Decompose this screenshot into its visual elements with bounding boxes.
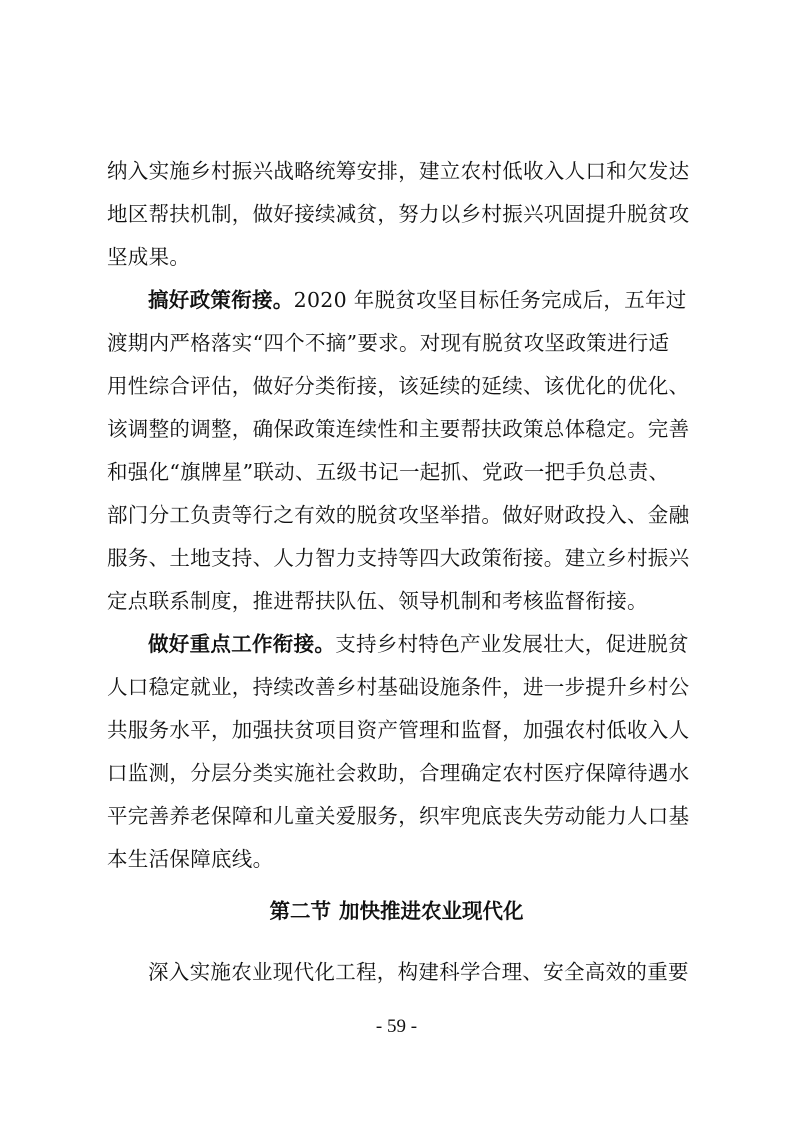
- paragraph-line: 共服务水平，加强扶贫项目资产管理和监督，加强农村低收入人: [107, 718, 690, 742]
- paragraph-line: 地区帮扶机制，做好接续减贫，努力以乡村振兴巩固提升脱贫攻: [107, 202, 690, 226]
- paragraph-line: 服务、土地支持、人力智力支持等四大政策衔接。建立乡村振兴: [107, 546, 690, 570]
- paragraph-line: 本生活保障底线。: [107, 847, 274, 871]
- section-heading: [0, 897, 793, 925]
- paragraph-text: 2020 年脱贫攻坚目标任务完成后，五年过: [293, 288, 687, 312]
- paragraph-line: 纳入实施乡村振兴战略统筹安排，建立农村低收入人口和欠发达: [107, 159, 690, 183]
- paragraph-line: 用性综合评估，做好分类衔接，该延续的延续、该优化的优化、: [107, 374, 690, 398]
- paragraph-line: 平完善养老保障和儿童关爱服务，织牢兜底丧失劳动能力人口基: [107, 804, 690, 828]
- paragraph-text: 支持乡村特色产业发展壮大，促进脱贫: [335, 632, 689, 656]
- paragraph-line: 定点联系制度，推进帮扶队伍、领导机制和考核监督衔接。: [107, 589, 648, 613]
- section-title: 加快推进农业现代化: [339, 899, 524, 923]
- paragraph-title: 搞好政策衔接。: [148, 288, 294, 312]
- section-number: 第二节: [269, 899, 331, 923]
- paragraph-line: 该调整的调整，确保政策连续性和主要帮扶政策总体稳定。完善: [107, 417, 690, 441]
- paragraph-line: 坚成果。: [107, 245, 191, 269]
- paragraph-line: 渡期内严格落实“四个不摘”要求。对现有脱贫攻坚政策进行适: [107, 331, 670, 355]
- paragraph-line: 口监测，分层分类实施社会救助，合理确定农村医疗保障待遇水: [107, 761, 690, 785]
- paragraph-line: 人口稳定就业，持续改善乡村基础设施条件，进一步提升乡村公: [107, 675, 690, 699]
- paragraph-first-line: [148, 630, 692, 658]
- paragraph-line: 和强化“旗牌星”联动、五级书记一起抓、党政一把手负总责、: [107, 460, 670, 484]
- paragraph-line: 部门分工负责等行之有效的脱贫攻坚举措。做好财政投入、金融: [107, 503, 690, 527]
- paragraph-first-line: [148, 286, 692, 314]
- page-number: - 59 -: [375, 1016, 418, 1037]
- paragraph-title: 做好重点工作衔接。: [148, 632, 336, 656]
- paragraph-first-line: 深入实施农业现代化工程，构建科学合理、安全高效的重要: [148, 960, 689, 984]
